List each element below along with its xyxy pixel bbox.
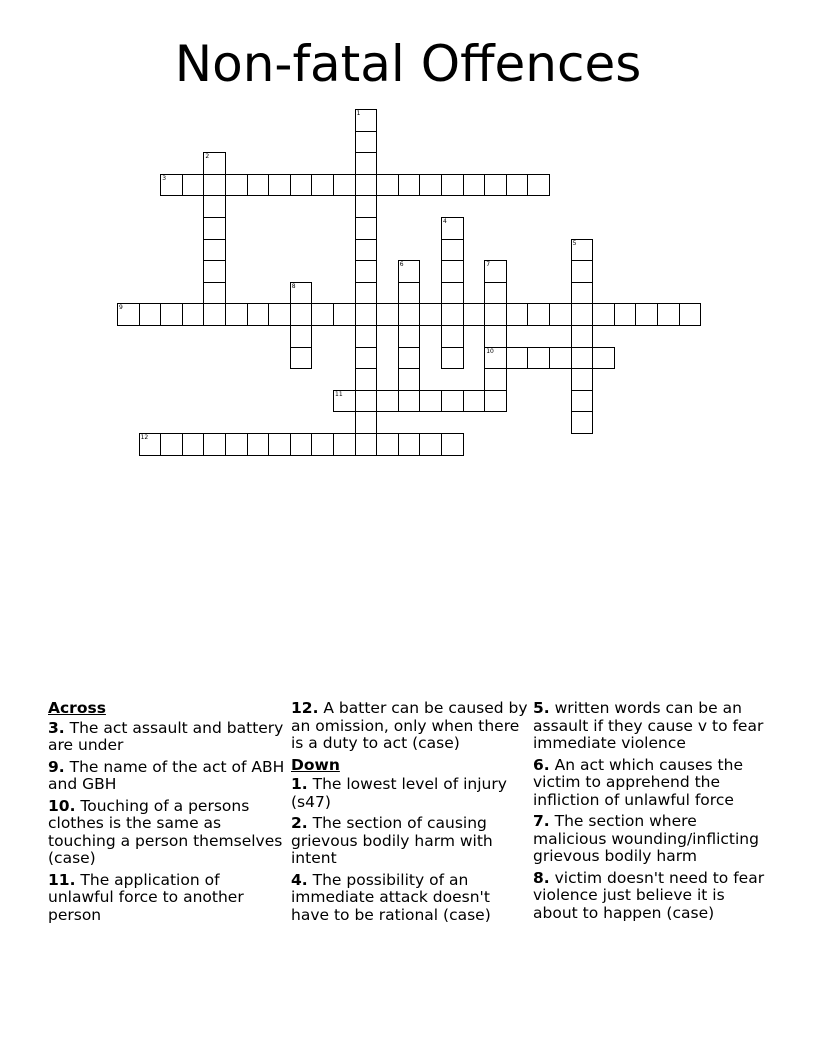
clue-column-2 — [291, 700, 529, 928]
grid-cell[interactable] — [247, 174, 270, 197]
clue-number-label: 1. — [291, 775, 308, 793]
grid-cell[interactable] — [398, 368, 421, 391]
grid-cell[interactable] — [441, 347, 464, 370]
grid-cell[interactable] — [484, 368, 507, 391]
clue-number-label: 10. — [48, 796, 76, 815]
grid-cell[interactable] — [182, 174, 205, 197]
clue-text: The application of unlawful force to another person — [48, 870, 244, 924]
clue-heading: Across — [48, 699, 106, 717]
grid-cell[interactable] — [592, 347, 615, 370]
clue-item — [48, 720, 286, 755]
clue-text: The act assault and battery are under — [48, 718, 284, 754]
clue-number: 3 — [162, 174, 167, 182]
grid-cell[interactable] — [333, 433, 356, 456]
grid-cell[interactable] — [484, 325, 507, 348]
clue-column-1 — [48, 700, 286, 928]
grid-cell[interactable] — [527, 347, 550, 370]
grid-cell[interactable] — [355, 368, 378, 391]
grid-cell[interactable] — [311, 433, 334, 456]
grid-cell[interactable] — [247, 433, 270, 456]
clue-number-label: 12. — [291, 699, 319, 717]
grid-cell[interactable] — [441, 303, 464, 326]
grid-cell[interactable] — [441, 217, 464, 240]
grid-cell[interactable] — [203, 174, 226, 197]
grid-cell[interactable] — [290, 325, 313, 348]
clue-number: 11 — [335, 390, 343, 398]
grid-cell[interactable] — [419, 433, 442, 456]
clue-item — [48, 759, 286, 794]
grid-cell[interactable] — [484, 347, 507, 370]
grid-cell[interactable] — [355, 152, 378, 175]
grid-cell[interactable] — [441, 239, 464, 262]
grid-cell[interactable] — [506, 347, 529, 370]
clue-number: 6 — [399, 261, 404, 269]
grid-cell[interactable] — [268, 433, 291, 456]
grid-cell[interactable] — [398, 260, 421, 283]
clue-number-label: 6. — [533, 755, 550, 774]
grid-cell[interactable] — [355, 433, 378, 456]
clue-item — [291, 815, 529, 868]
grid-cell[interactable] — [571, 411, 594, 434]
grid-cell[interactable] — [290, 282, 313, 305]
grid-cell[interactable] — [355, 347, 378, 370]
grid-cell[interactable] — [355, 217, 378, 240]
grid-cell[interactable] — [506, 303, 529, 326]
clue-number: 4 — [443, 218, 447, 225]
grid-cell[interactable] — [441, 260, 464, 283]
clue-number-label: 5. — [533, 699, 550, 717]
clue-text: An act which causes the victim to apprehend the infliction of unlawful force — [533, 755, 743, 809]
grid-cell[interactable] — [527, 174, 550, 197]
clue-item — [533, 757, 771, 810]
clue-item — [291, 872, 529, 925]
grid-cell[interactable] — [419, 174, 442, 197]
clue-text: A batter can be caused by an omission, only when there is a duty to act (case) — [291, 699, 528, 752]
grid-cell[interactable] — [549, 347, 572, 370]
grid-cell[interactable] — [139, 303, 162, 326]
grid-cell[interactable] — [290, 347, 313, 370]
grid-cell[interactable] — [355, 195, 378, 218]
grid-cell[interactable] — [441, 433, 464, 456]
grid-cell[interactable] — [225, 303, 248, 326]
grid-cell[interactable] — [484, 282, 507, 305]
clue-heading: Down — [291, 755, 340, 774]
grid-cell[interactable] — [182, 433, 205, 456]
grid-cell[interactable] — [398, 390, 421, 413]
grid-cell[interactable] — [355, 239, 378, 262]
grid-cell[interactable] — [463, 174, 486, 197]
grid-cell[interactable] — [398, 325, 421, 348]
grid-cell[interactable] — [139, 433, 162, 456]
clue-text: The section where malicious wounding/inflicting grievous bodily harm — [533, 812, 759, 865]
grid-cell[interactable] — [635, 303, 658, 326]
grid-cell[interactable] — [506, 174, 529, 197]
grid-cell[interactable] — [203, 303, 226, 326]
grid-cell[interactable] — [160, 433, 183, 456]
grid-cell[interactable] — [203, 239, 226, 262]
grid-cell[interactable] — [376, 433, 399, 456]
grid-cell[interactable] — [614, 303, 637, 326]
grid-cell[interactable] — [333, 303, 356, 326]
grid-cell[interactable] — [441, 325, 464, 348]
clue-item — [533, 813, 771, 866]
grid-cell[interactable] — [571, 239, 594, 262]
grid-cell[interactable] — [355, 411, 378, 434]
grid-cell[interactable] — [203, 260, 226, 283]
clue-text: The lowest level of injury (s47) — [291, 775, 507, 811]
grid-cell[interactable] — [484, 174, 507, 197]
clue-item — [533, 700, 771, 753]
clue-item — [533, 870, 771, 923]
grid-cell[interactable] — [592, 303, 615, 326]
grid-cell[interactable] — [484, 260, 507, 283]
grid-cell[interactable] — [398, 174, 421, 197]
grid-cell[interactable] — [571, 390, 594, 413]
grid-cell[interactable] — [484, 303, 507, 326]
clue-number: 2 — [205, 153, 210, 161]
grid-cell[interactable] — [355, 260, 378, 283]
grid-cell[interactable] — [657, 303, 680, 326]
grid-cell[interactable] — [419, 303, 442, 326]
grid-cell[interactable] — [527, 303, 550, 326]
grid-cell[interactable] — [203, 152, 226, 175]
grid-cell[interactable] — [355, 109, 378, 132]
grid-cell[interactable] — [225, 433, 248, 456]
clue-text: The possibility of an immediate attack doesn't have to be rational (case) — [291, 870, 491, 924]
grid-cell[interactable] — [333, 174, 356, 197]
clue-number-label: 11. — [48, 870, 76, 889]
grid-cell[interactable] — [311, 174, 334, 197]
clue-number-label: 8. — [533, 868, 550, 887]
grid-cell[interactable] — [376, 174, 399, 197]
grid-cell[interactable] — [333, 390, 356, 413]
clue-number: 12 — [140, 434, 149, 441]
grid-cell[interactable] — [441, 282, 464, 305]
grid-cell[interactable] — [355, 390, 378, 413]
clue-number-label: 2. — [291, 814, 308, 832]
grid-cell[interactable] — [203, 282, 226, 305]
grid-cell[interactable] — [203, 195, 226, 218]
grid-cell[interactable] — [571, 347, 594, 370]
grid-cell[interactable] — [549, 303, 572, 326]
clue-text: victim doesn't need to fear violence just believe it is about to happen (case) — [533, 868, 765, 922]
grid-cell[interactable] — [376, 303, 399, 326]
grid-cell[interactable] — [355, 303, 378, 326]
grid-cell[interactable] — [268, 174, 291, 197]
grid-cell[interactable] — [268, 303, 291, 326]
clue-number: 1 — [356, 110, 361, 117]
grid-cell[interactable] — [117, 303, 140, 326]
clue-number-label: 9. — [48, 757, 65, 776]
clue-text: Touching of a persons clothes is the same as touching a person themselves (case) — [48, 796, 283, 867]
clue-text: The section of causing grievous bodily harm with intent — [291, 814, 493, 867]
clue-number: 9 — [119, 304, 123, 312]
clue-item — [291, 776, 529, 811]
grid-cell[interactable] — [463, 390, 486, 413]
grid-cell[interactable] — [355, 325, 378, 348]
grid-cell[interactable] — [160, 174, 183, 197]
grid-cell[interactable] — [311, 303, 334, 326]
grid-cell[interactable] — [441, 390, 464, 413]
grid-cell[interactable] — [182, 303, 205, 326]
clue-item — [48, 872, 286, 925]
grid-cell[interactable] — [571, 368, 594, 391]
grid-cell[interactable] — [355, 131, 378, 154]
grid-cell[interactable] — [398, 433, 421, 456]
grid-cell[interactable] — [441, 174, 464, 197]
clue-number: 10 — [486, 347, 494, 355]
grid-cell[interactable] — [484, 390, 507, 413]
grid-cell[interactable] — [290, 433, 313, 456]
grid-cell[interactable] — [247, 303, 270, 326]
grid-cell[interactable] — [419, 390, 442, 413]
clue-column-3 — [533, 700, 771, 926]
clue-number-label: 3. — [48, 718, 65, 737]
grid-cell[interactable] — [290, 303, 313, 326]
grid-cell[interactable] — [355, 174, 378, 197]
crossword-grid — [0, 0, 816, 480]
grid-cell[interactable] — [398, 347, 421, 370]
grid-cell[interactable] — [160, 303, 183, 326]
clue-number: 5 — [572, 239, 577, 247]
page-title: Non-fatal Offences — [174, 35, 642, 93]
clue-item — [291, 700, 529, 753]
grid-cell[interactable] — [355, 282, 378, 305]
grid-cell[interactable] — [463, 303, 486, 326]
clue-number: 8 — [291, 282, 296, 290]
clue-item — [48, 798, 286, 868]
grid-cell[interactable] — [398, 282, 421, 305]
grid-cell[interactable] — [225, 174, 248, 197]
grid-cell[interactable] — [679, 303, 702, 326]
grid-cell[interactable] — [398, 303, 421, 326]
clue-text: The name of the act of ABH and GBH — [48, 757, 285, 793]
grid-cell[interactable] — [203, 217, 226, 240]
grid-cell[interactable] — [571, 260, 594, 283]
grid-cell[interactable] — [571, 303, 594, 326]
clue-number-label: 7. — [533, 812, 550, 830]
grid-cell[interactable] — [571, 325, 594, 348]
clue-number-label: 4. — [291, 870, 308, 889]
grid-cell[interactable] — [571, 282, 594, 305]
clue-text: written words can be an assault if they cause v to fear immediate violence — [533, 699, 764, 752]
grid-cell[interactable] — [376, 390, 399, 413]
clue-number: 7 — [486, 261, 491, 269]
grid-cell[interactable] — [290, 174, 313, 197]
grid-cell[interactable] — [203, 433, 226, 456]
